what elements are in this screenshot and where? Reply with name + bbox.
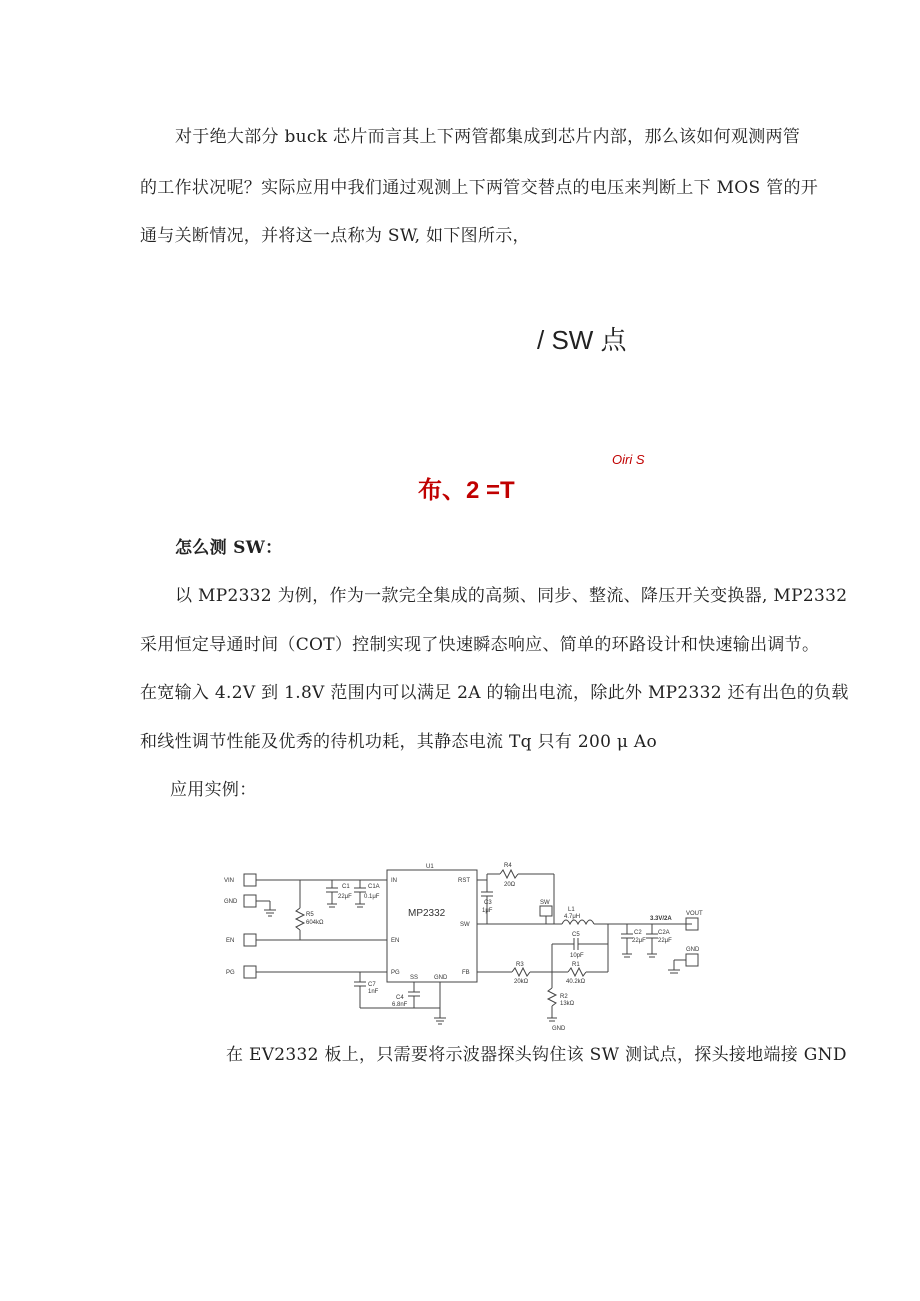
sw-point-label: / SW 点 [537, 325, 627, 355]
pin-in: IN [391, 878, 397, 884]
label-c4: C4 [396, 995, 404, 1001]
label-c5-val: 10pF [570, 953, 584, 959]
label-r5: R5 [306, 912, 314, 918]
label-c2a-val: 22μF [658, 938, 672, 944]
label-c1-val: 22μF [338, 894, 352, 900]
label-r2: R2 [560, 994, 568, 1000]
label-r4: R4 [504, 863, 512, 869]
pin-gnd: GND [434, 975, 448, 981]
terminal-sw [540, 906, 552, 916]
terminal-gnd-out [686, 954, 698, 966]
paragraph1-line3: 通与关断情况，并将这一点称为 SW, 如下图所示， [140, 226, 530, 246]
label-vin: VIN [224, 878, 235, 884]
terminal-en [244, 934, 256, 946]
figure1-caption: 布、2 =T [418, 477, 515, 504]
label-en: EN [226, 938, 235, 944]
heading-application-example: 应用实例： [170, 780, 257, 800]
label-c5: C5 [572, 932, 580, 938]
paragraph1-line2: 的工作状况呢？实际应用中我们通过观测上下两管交替点的电压来判断上下 MOS 管的开 [140, 178, 819, 198]
label-r5-val: 604kΩ [306, 920, 324, 926]
label-l1: L1 [568, 907, 575, 913]
label-vout: VOUT [686, 911, 703, 917]
chip-name: MP2332 [408, 908, 446, 919]
label-gnd-in: GND [224, 899, 238, 905]
label-c3: C3 [484, 900, 492, 906]
label-c1: C1 [342, 884, 350, 890]
pin-sw: SW [460, 922, 470, 928]
pin-en: EN [391, 938, 400, 944]
pin-rst: RST [458, 878, 470, 884]
paragraph1-line1: 对于绝大部分 buck 芯片而言其上下两管都集成到芯片内部，那么该如何观测两管 [175, 127, 801, 147]
label-c2: C2 [634, 930, 642, 936]
label-r3: R3 [516, 962, 524, 968]
paragraph2-line1: 以 MP2332 为例，作为一款完全集成的高频、同步、整流、降压开关变换器, MP2332 [175, 586, 848, 606]
label-output: 3.3V/2A [650, 916, 672, 922]
pin-ss: SS [410, 975, 419, 981]
terminal-gnd-in [244, 895, 256, 907]
label-c7-val: 1nF [368, 989, 379, 995]
label-c1a: C1A [368, 884, 380, 890]
label-r2-val: 13kΩ [560, 1001, 575, 1007]
label-c4-val: 6.8nF [392, 1002, 408, 1008]
paragraph2-line4: 和线性调节性能及优秀的待机功耗，其静态电流 Tq 只有 200 μ Ao [140, 732, 658, 752]
label-r1-val: 40.2kΩ [566, 979, 586, 985]
terminal-pg [244, 966, 256, 978]
label-c3-val: 1μF [482, 908, 493, 914]
pin-fb: FB [462, 970, 470, 976]
label-r1: R1 [572, 962, 580, 968]
label-r3-val: 20kΩ [514, 979, 529, 985]
label-gnd-out: GND [686, 947, 700, 953]
label-l1-val: 4.7μH [564, 914, 581, 920]
paragraph2-line2: 采用恒定导通时间（COT）控制实现了快速瞬态响应、简单的环路设计和快速输出调节。 [140, 635, 820, 655]
terminal-vin [244, 874, 256, 886]
label-u1: U1 [426, 864, 434, 870]
paragraph2-line3: 在宽输入 4.2V 到 1.8V 范围内可以满足 2A 的输出电流，除此外 MP2332 还有出色的负载 [140, 683, 849, 703]
label-c2-val: 22μF [632, 938, 646, 944]
label-c2a: C2A [658, 930, 670, 936]
label-sw: SW [540, 900, 550, 906]
label-r4-val: 20Ω [504, 882, 516, 888]
label-c7: C7 [368, 982, 376, 988]
caption-bottom: 在 EV2332 板上，只需要将示波器探头钩住该 SW 测试点，探头接地端接 GND [226, 1045, 847, 1065]
label-c1a-val: 0.1μF [364, 894, 380, 900]
oiri-label: Oiri S [612, 452, 645, 467]
label-r2-gnd: GND [552, 1026, 566, 1032]
label-pg: PG [226, 970, 235, 976]
mp2332-schematic [222, 858, 722, 1038]
pin-pg: PG [391, 970, 400, 976]
heading-measure-sw: 怎么测 SW： [175, 538, 283, 558]
